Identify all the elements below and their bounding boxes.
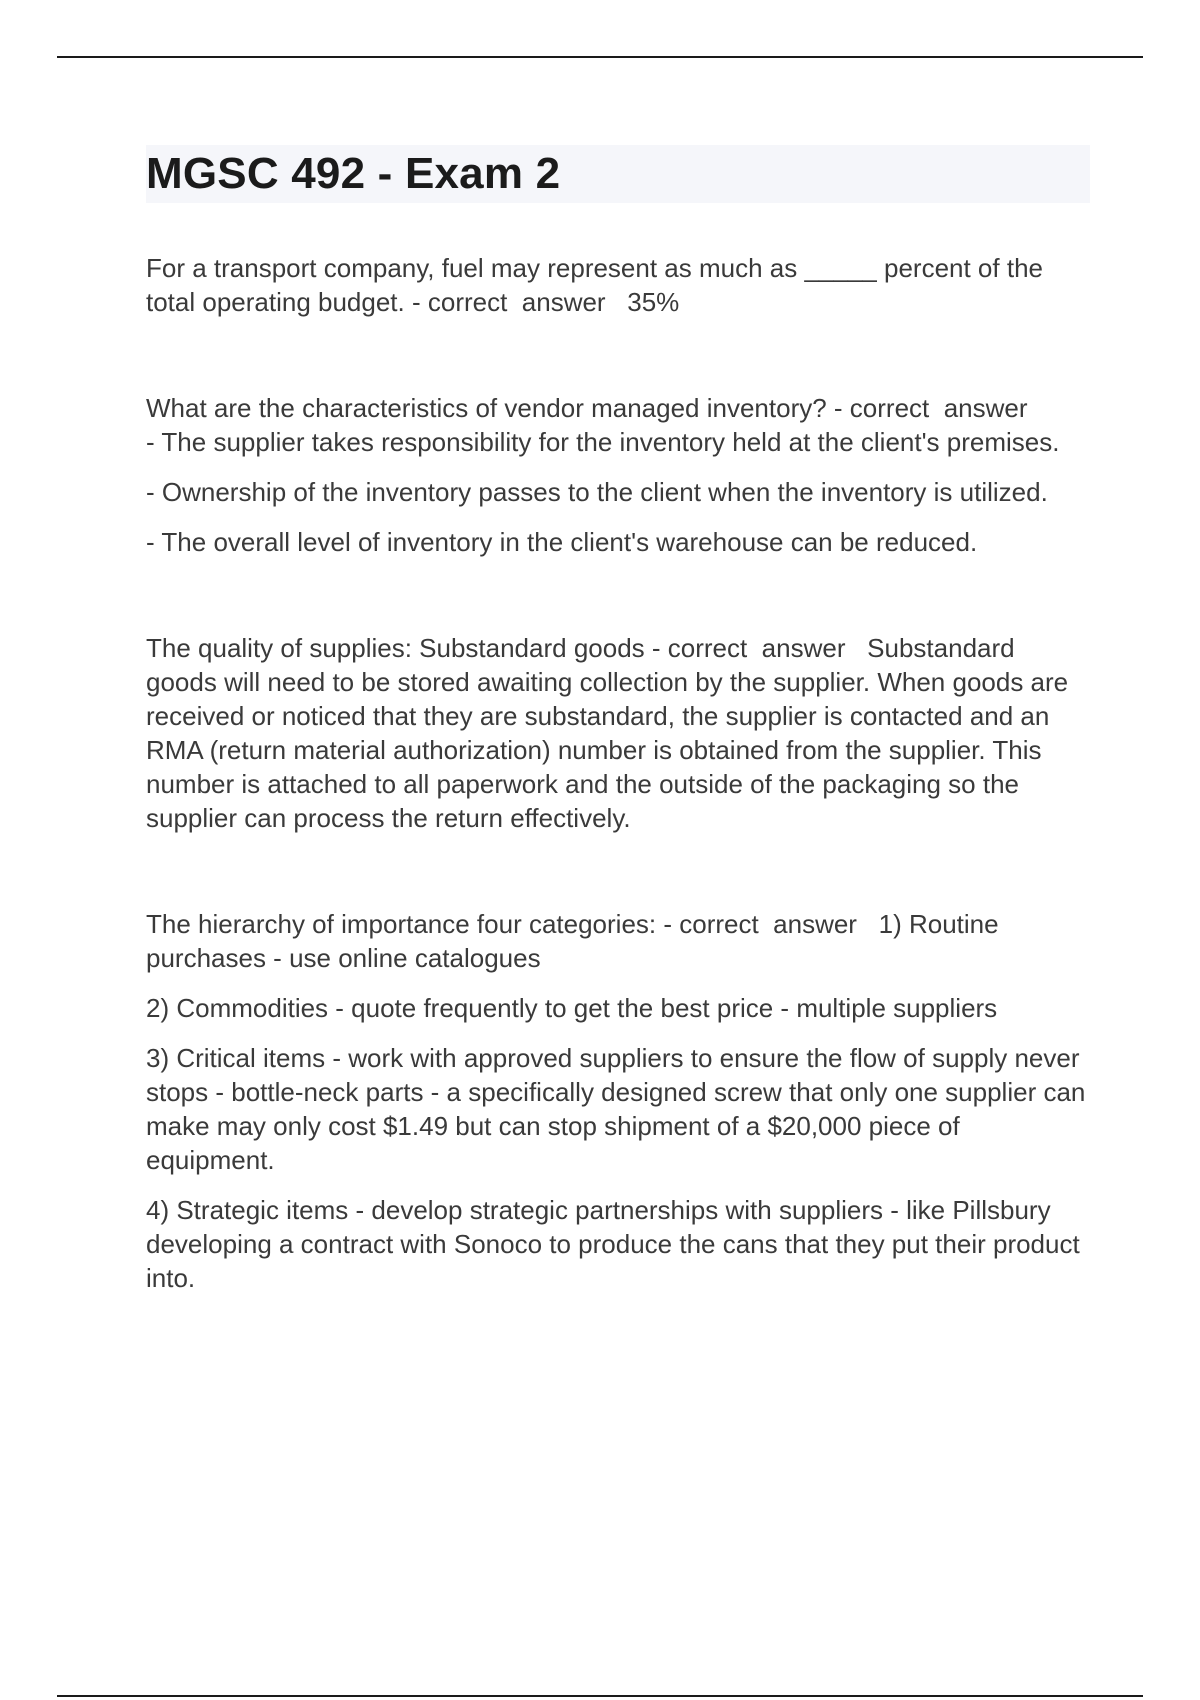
qa-item-4: [146, 907, 1090, 1295]
answer-paragraph: - Ownership of the inventory passes to the client when the inventory is utilized.: [146, 477, 1048, 507]
top-rule: [57, 56, 1143, 58]
qa-item-1: [146, 251, 1090, 319]
qa-paragraph: [146, 631, 1090, 835]
question-text: The quality of supplies: Substandard goods: [146, 633, 645, 663]
document-body: [146, 145, 1090, 1295]
answer-marker: - correct answer: [656, 909, 879, 939]
qa-item-3: [146, 631, 1090, 835]
answer-paragraph: 3) Critical items - work with approved suppliers to ensure the flow of supply never stops - bottle-neck parts - a specifically designed screw that only one supplier can make may only cost $1.49 but can stop shipment of a $20,000 piece of equipment.: [146, 1043, 1086, 1175]
answer-marker: - correct answer: [404, 287, 628, 317]
answer-marker: - correct answer: [644, 633, 868, 663]
qa-paragraph: [146, 391, 1090, 459]
answer-text: 35%: [627, 287, 680, 317]
question-text: For a transport company, fuel may represent as much as _____ percent of the total operating budget.: [146, 253, 1043, 317]
answer-paragraph: 4) Strategic items - develop strategic partnerships with suppliers - like Pillsbury developing a contract with Sonoco to produce the cans that they put their product into.: [146, 1195, 1080, 1293]
answer-text: - The supplier takes responsibility for the inventory held at the client's premises.: [146, 427, 1060, 457]
answer-text: 1) Routine purchases - use online catalogues: [146, 909, 999, 973]
document-title: MGSC 492 - Exam 2: [146, 149, 561, 198]
qa-item-2: [146, 391, 1090, 559]
question-text: The hierarchy of importance four categories:: [146, 909, 657, 939]
answer-text: Substandard goods will need to be stored awaiting collection by the supplier. When goods are received or noticed that they are substandard, the supplier is contacted and an RMA (return material authorization) number is obtained from the supplier. This number is attached to all paperwork and the outside of the packaging so the supplier can process the return effectively.: [146, 633, 1069, 833]
question-text: What are the characteristics of vendor managed inventory?: [146, 393, 827, 423]
qa-paragraph: [146, 907, 1090, 975]
qa-paragraph: [146, 251, 1090, 319]
bottom-rule: [57, 1695, 1143, 1697]
title-bar: [146, 145, 1090, 203]
answer-paragraph: 2) Commodities - quote frequently to get the best price - multiple suppliers: [146, 993, 998, 1023]
answer-paragraph: - The overall level of inventory in the client's warehouse can be reduced.: [146, 527, 978, 557]
answer-marker: - correct answer: [826, 393, 1035, 423]
